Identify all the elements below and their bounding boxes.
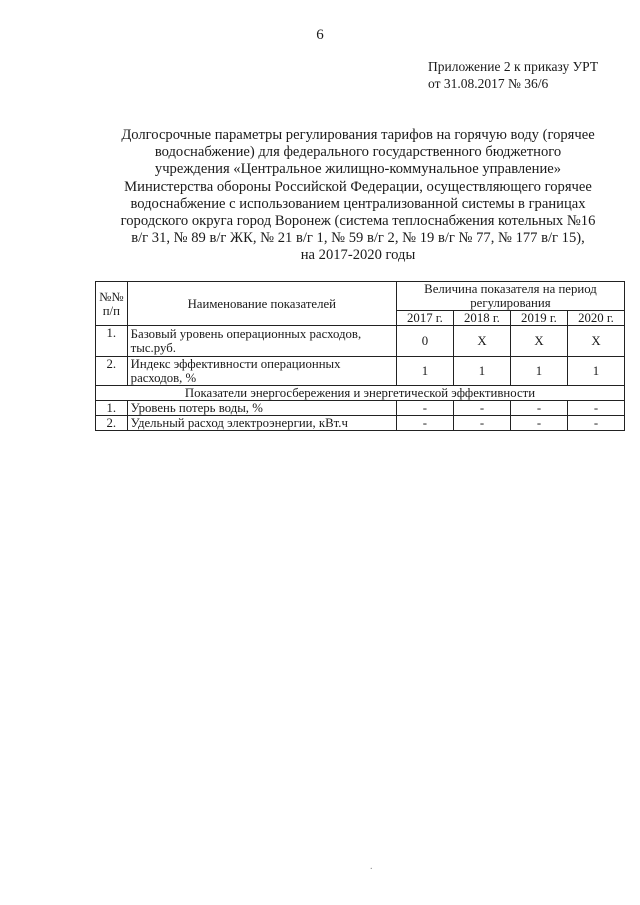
footer-mark: . [370, 861, 373, 872]
parameters-table [95, 281, 625, 431]
table-row [96, 401, 625, 416]
row-number: 1. [96, 326, 128, 357]
header-year: 2018 г. [453, 311, 510, 326]
row-number: 1. [96, 401, 128, 416]
row-value: - [396, 401, 453, 416]
title-line: водоснабжение с использованием централизованной системы в границах [130, 195, 586, 212]
row-value: - [453, 416, 510, 431]
row-value: - [567, 401, 624, 416]
header-period: Величина показателя на период регулирования [396, 282, 624, 311]
title-line: водоснабжение) для федерального государственного бюджетного [154, 144, 562, 161]
table-row [96, 416, 625, 431]
row-value: - [510, 401, 567, 416]
row-value: - [567, 416, 624, 431]
header-num: №№ п/п [96, 282, 128, 326]
header-year: 2017 г. [396, 311, 453, 326]
row-value: 1 [453, 357, 510, 386]
row-name: Индекс эффективности операционных расходов, % [127, 357, 396, 386]
document-title [108, 127, 608, 265]
title-line: Долгосрочные параметры регулирования тарифов на горячую воду (горячее [121, 127, 595, 143]
row-value: 0 [396, 326, 453, 357]
row-value: X [510, 326, 567, 357]
page-number: 6 [316, 27, 324, 43]
table-header-row [96, 282, 625, 311]
title-line: учреждения «Центральное жилищно-коммунальное управление» [154, 161, 562, 178]
title-line: на 2017-2020 годы [300, 247, 416, 264]
row-value: - [510, 416, 567, 431]
row-value: 1 [510, 357, 567, 386]
row-value: X [567, 326, 624, 357]
section-title: Показатели энергосбережения и энергетической эффективности [96, 386, 625, 401]
row-name: Базовый уровень операционных расходов, тыс.руб. [127, 326, 396, 357]
row-name: Уровень потерь воды, % [127, 401, 396, 416]
table-row [96, 326, 625, 357]
row-number: 2. [96, 416, 128, 431]
row-value: - [396, 416, 453, 431]
header-year: 2020 г. [567, 311, 624, 326]
header-year: 2019 г. [510, 311, 567, 326]
section-header-row [96, 386, 625, 401]
row-value: 1 [567, 357, 624, 386]
row-name: Удельный расход электроэнергии, кВт.ч [127, 416, 396, 431]
appendix-line-2: от 31.08.2017 № 36/6 [428, 76, 549, 91]
title-line: городского округа город Воронеж (система теплоснабжения котельных №16 [120, 213, 596, 230]
title-line: в/г 31, № 89 в/г ЖК, № 21 в/г 1, № 59 в/г 2, № 19 в/г № 77, № 177 в/г 15), [131, 230, 585, 247]
title-line: Министерства обороны Российской Федерации, осуществляющего горячее [124, 178, 592, 195]
table-row [96, 357, 625, 386]
header-name: Наименование показателей [127, 282, 396, 326]
appendix-line-1: Приложение 2 к приказу УРТ [428, 59, 599, 74]
row-number: 2. [96, 357, 128, 386]
row-value: 1 [396, 357, 453, 386]
appendix-reference [428, 58, 598, 92]
row-value: X [453, 326, 510, 357]
row-value: - [453, 401, 510, 416]
